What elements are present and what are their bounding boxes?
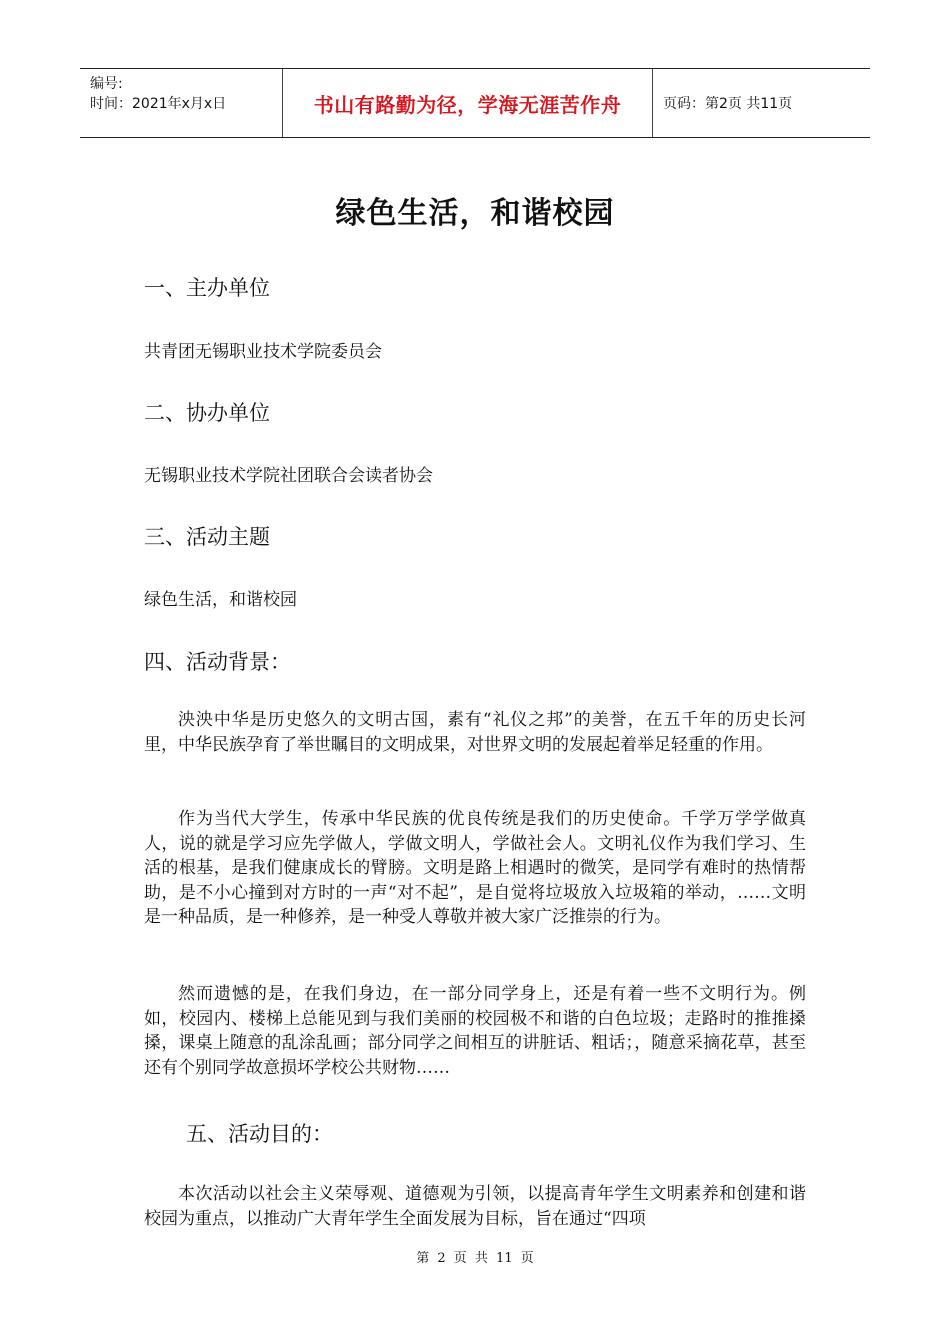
section-heading-1: 一、主办单位 (144, 276, 270, 300)
purpose-paragraph-1: 本次活动以社会主义荣辱观、道德观为引领，以提高青年学生文明素养和创建和谐校园为重点，以推动广大青年学生全面发展为目标，旨在通过“四项 (144, 1184, 806, 1229)
section-heading-2: 二、协办单位 (144, 401, 270, 425)
number-label: 编号: (90, 76, 123, 92)
header-motto-cell (283, 69, 653, 137)
section-heading-5: 五、活动目的： (186, 1122, 333, 1146)
section-heading-4: 四、活动背景： (144, 650, 291, 674)
background-paragraph-2: 作为当代大学生，传承中华民族的优良传统是我们的历史使命。千学万学学做真人，说的就是学习应先学做人，学做文明人，学做社会人。文明礼仪作为我们学习、生活的根基，是我们健康成长的臂膀。文明是路上相遇时的微笑，是同学有难时的热情帮助，是不小心撞到对方时的一声“对不起”，是自觉将垃圾放入垃圾箱的举动，……文明是一种品质，是一种修养，是一种受人尊敬并被大家广泛推崇的行为。 (144, 809, 806, 927)
page-info: 页码：第2页 共11页 (663, 96, 793, 112)
motto-text: 书山有路勤为径，学海无涯苦作舟 (313, 92, 622, 117)
header-table (80, 68, 870, 138)
background-paragraph-3: 然而遗憾的是，在我们身边，在一部分同学身上，还是有着一些不文明行为。例如，校园内、楼梯上总能见到与我们美丽的校园极不和谐的白色垃圾；走路时的推推搡搡，课桌上随意的乱涂乱画；部分同学之间相互的讲脏话、粗话；，随意采摘花草，甚至还有个别同学故意损坏学校公共财物…… (144, 984, 806, 1078)
page-footer: 第 2 页 共 11 页 (416, 1251, 534, 1266)
header-left-cell (80, 69, 283, 137)
background-paragraph-1: 泱泱中华是历史悠久的文明古国，素有“礼仪之邦”的美誉，在五千年的历史长河里，中华民族孕育了举世瞩目的文明成果，对世界文明的发展起着举足轻重的作用。 (144, 710, 806, 755)
section-heading-3: 三、活动主题 (144, 525, 270, 549)
section-content-3: 绿色生活，和谐校园 (144, 590, 297, 610)
time-label: 时间：2021年x月x日 (90, 96, 227, 112)
section-content-1: 共青团无锡职业技术学院委员会 (144, 342, 382, 362)
header-right-cell (653, 69, 870, 137)
section-content-2: 无锡职业技术学院社团联合会读者协会 (144, 466, 433, 486)
document-title: 绿色生活，和谐校园 (335, 196, 615, 231)
